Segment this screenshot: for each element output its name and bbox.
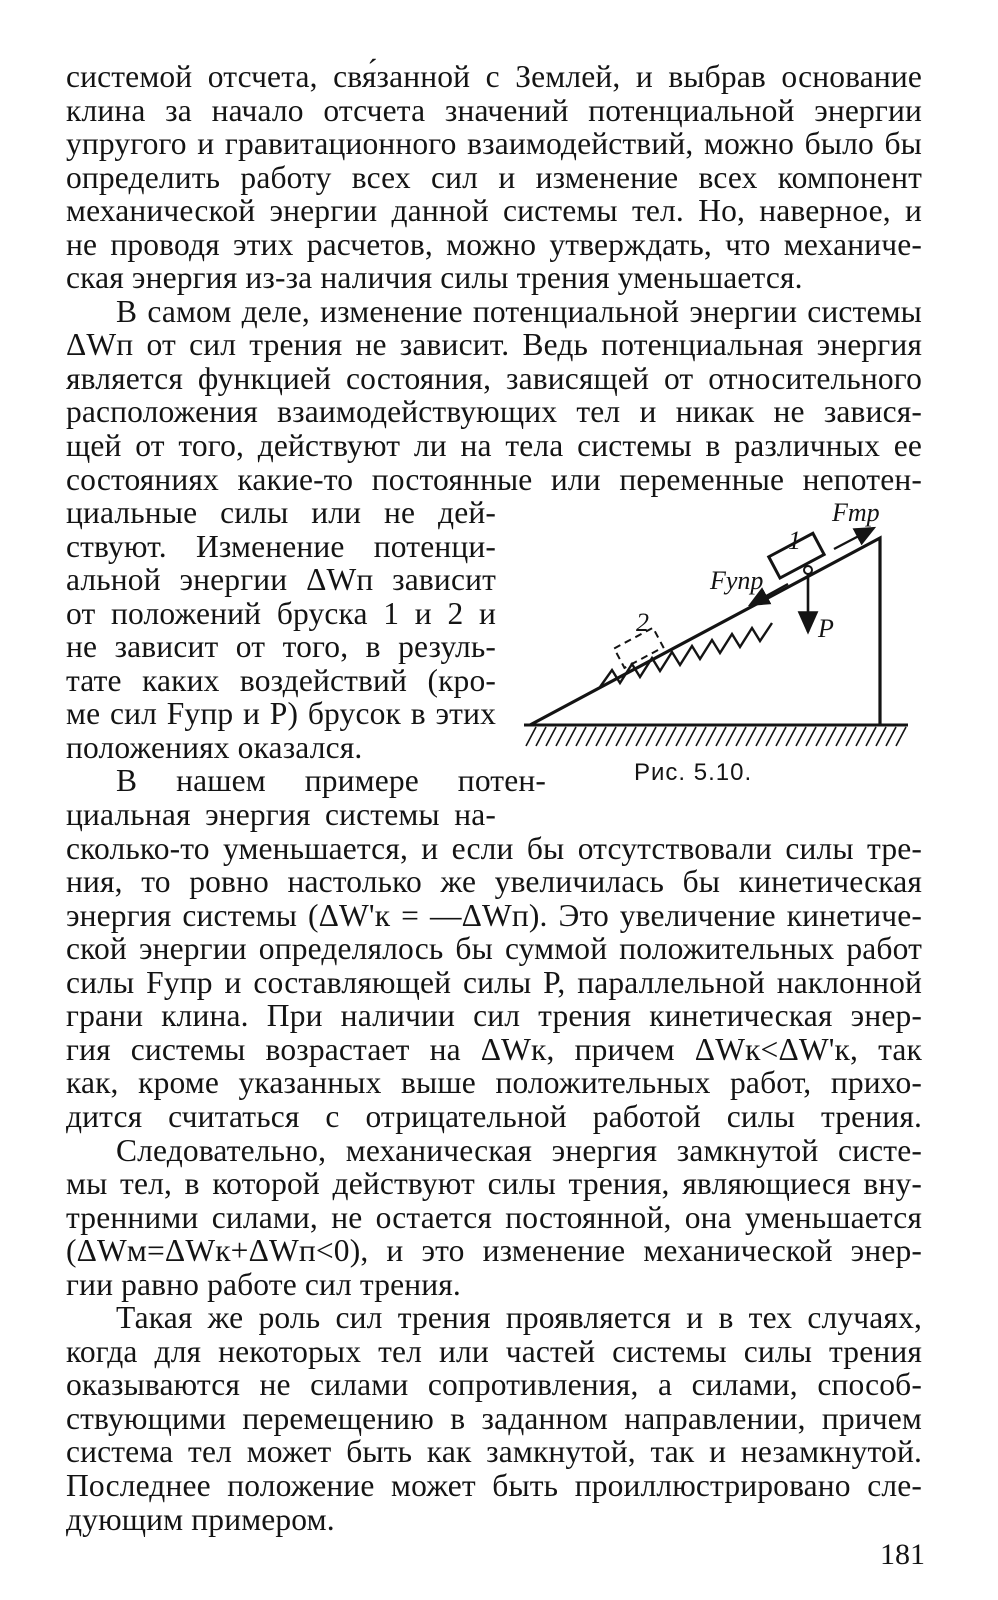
text-line: грани клина. При наличии сил трения кинетическая энер- xyxy=(66,998,922,1034)
text-line: ской энергии определялось бы суммой положительных работ xyxy=(66,931,922,967)
text-line: альной энергии ΔWп зависит xyxy=(66,562,496,598)
weight-label: P xyxy=(818,614,834,643)
ground-hatching xyxy=(526,727,906,746)
text-line: клина за начало отсчета значений потенциальной энергии xyxy=(66,92,922,128)
paragraph-start-line: Такая же роль сил трения проявляется и в тех случаях, xyxy=(116,1300,922,1336)
block-1-center xyxy=(804,566,812,574)
text-line: механической энергии данной системы тел. Но, наверное, и xyxy=(66,193,922,229)
paragraph-start-line: Следовательно, механическая энергия замкнутой систе- xyxy=(116,1132,922,1168)
text-line: тренними силами, не остается постоянной, она уменьшается xyxy=(66,1199,922,1235)
block-1-label: 1 xyxy=(788,526,801,555)
text-line: циальная энергия системы на- xyxy=(66,797,496,833)
text-line: ствующими перемещению в заданном направлении, причем xyxy=(66,1400,922,1436)
text-line: как, кроме указанных выше положительных работ, прихо- xyxy=(66,1065,922,1101)
text-line: ская энергия из-за наличия силы трения уменьшается. xyxy=(66,260,803,296)
text-line: упругого и гравитационного взаимодействий, можно было бы xyxy=(66,126,922,162)
text-line: положениях оказался. xyxy=(66,729,363,765)
text-line: гии равно работе сил трения. xyxy=(66,1266,461,1302)
text-line: расположения взаимодействующих тел и никак не завися- xyxy=(66,394,922,430)
text-line: тате каких воздействий (кро- xyxy=(66,662,496,698)
text-line: системой отсчета, свя́занной с Землей, и выбрав основание xyxy=(66,59,922,94)
block-2-label: 2 xyxy=(636,608,649,637)
text-line: ΔWп от сил трения не зависит. Ведь потенциальная энергия xyxy=(66,327,922,363)
text-line: не зависит от того, в резуль- xyxy=(66,629,496,665)
text-line: ния, то ровно настолько же увеличилась бы кинетическая xyxy=(66,864,922,900)
text-line: не проводя этих расчетов, можно утверждать, что механиче- xyxy=(66,226,922,262)
text-line: определить работу всех сил и изменение всех компонент xyxy=(66,159,922,195)
text-line: оказываются не силами сопротивления, а силами, способ- xyxy=(66,1367,922,1403)
text-line: энергия системы (ΔW'к = —ΔWп). Это увеличение кинетиче- xyxy=(66,897,922,933)
figure-caption: Рис. 5.10. xyxy=(634,759,753,786)
text-line: гия системы возрастает на ΔWк, причем ΔWк<ΔW'к, так xyxy=(66,1031,922,1067)
text-line: ствуют. Изменение потенци- xyxy=(66,528,496,564)
text-line: дится считаться с отрицательной работой силы трения. xyxy=(66,1098,922,1134)
inclined-plane-diagram xyxy=(516,492,920,792)
text-line: ме сил Fупр и P) брусок в этих xyxy=(66,696,496,732)
page-text xyxy=(66,60,922,1536)
text-line: является функцией состояния, зависящей от относительного xyxy=(66,360,922,396)
figure-5-10 xyxy=(516,492,920,797)
text-line: щей от того, действуют ли на тела системы в различных ее xyxy=(66,428,922,464)
spring xyxy=(600,623,772,687)
paragraph-start-line: В нашем примере потен- xyxy=(116,763,546,799)
text-line: (ΔWм=ΔWк+ΔWп<0), и это изменение механической энер- xyxy=(66,1233,922,1269)
text-line: от положений бруска 1 и 2 и xyxy=(66,595,496,631)
text-line: Последнее положение может быть проиллюстрировано сле- xyxy=(66,1467,922,1503)
text-line: силы Fупр и составляющей силы P, параллельной наклонной xyxy=(66,964,922,1000)
text-line: система тел может быть как замкнутой, так и незамкнутой. xyxy=(66,1434,922,1470)
text-line: дующим примером. xyxy=(66,1501,335,1537)
friction-force-label: Fтр xyxy=(832,498,880,527)
elastic-force-label: Fупр xyxy=(710,566,764,595)
text-line: состояниях какие-то постоянные или переменные непотен- xyxy=(66,461,922,497)
text-line: сколько-то уменьшается, и если бы отсутствовали силы тре- xyxy=(66,830,922,866)
text-line: когда для некоторых тел или частей системы силы трения xyxy=(66,1333,922,1369)
page-number: 181 xyxy=(880,1538,925,1571)
text-line: циальные силы или не дей- xyxy=(66,495,496,531)
paragraph-start-line: В самом деле, изменение потенциальной энергии системы xyxy=(116,293,922,329)
text-line: мы тел, в которой действуют силы трения, являющиеся вну- xyxy=(66,1166,922,1202)
